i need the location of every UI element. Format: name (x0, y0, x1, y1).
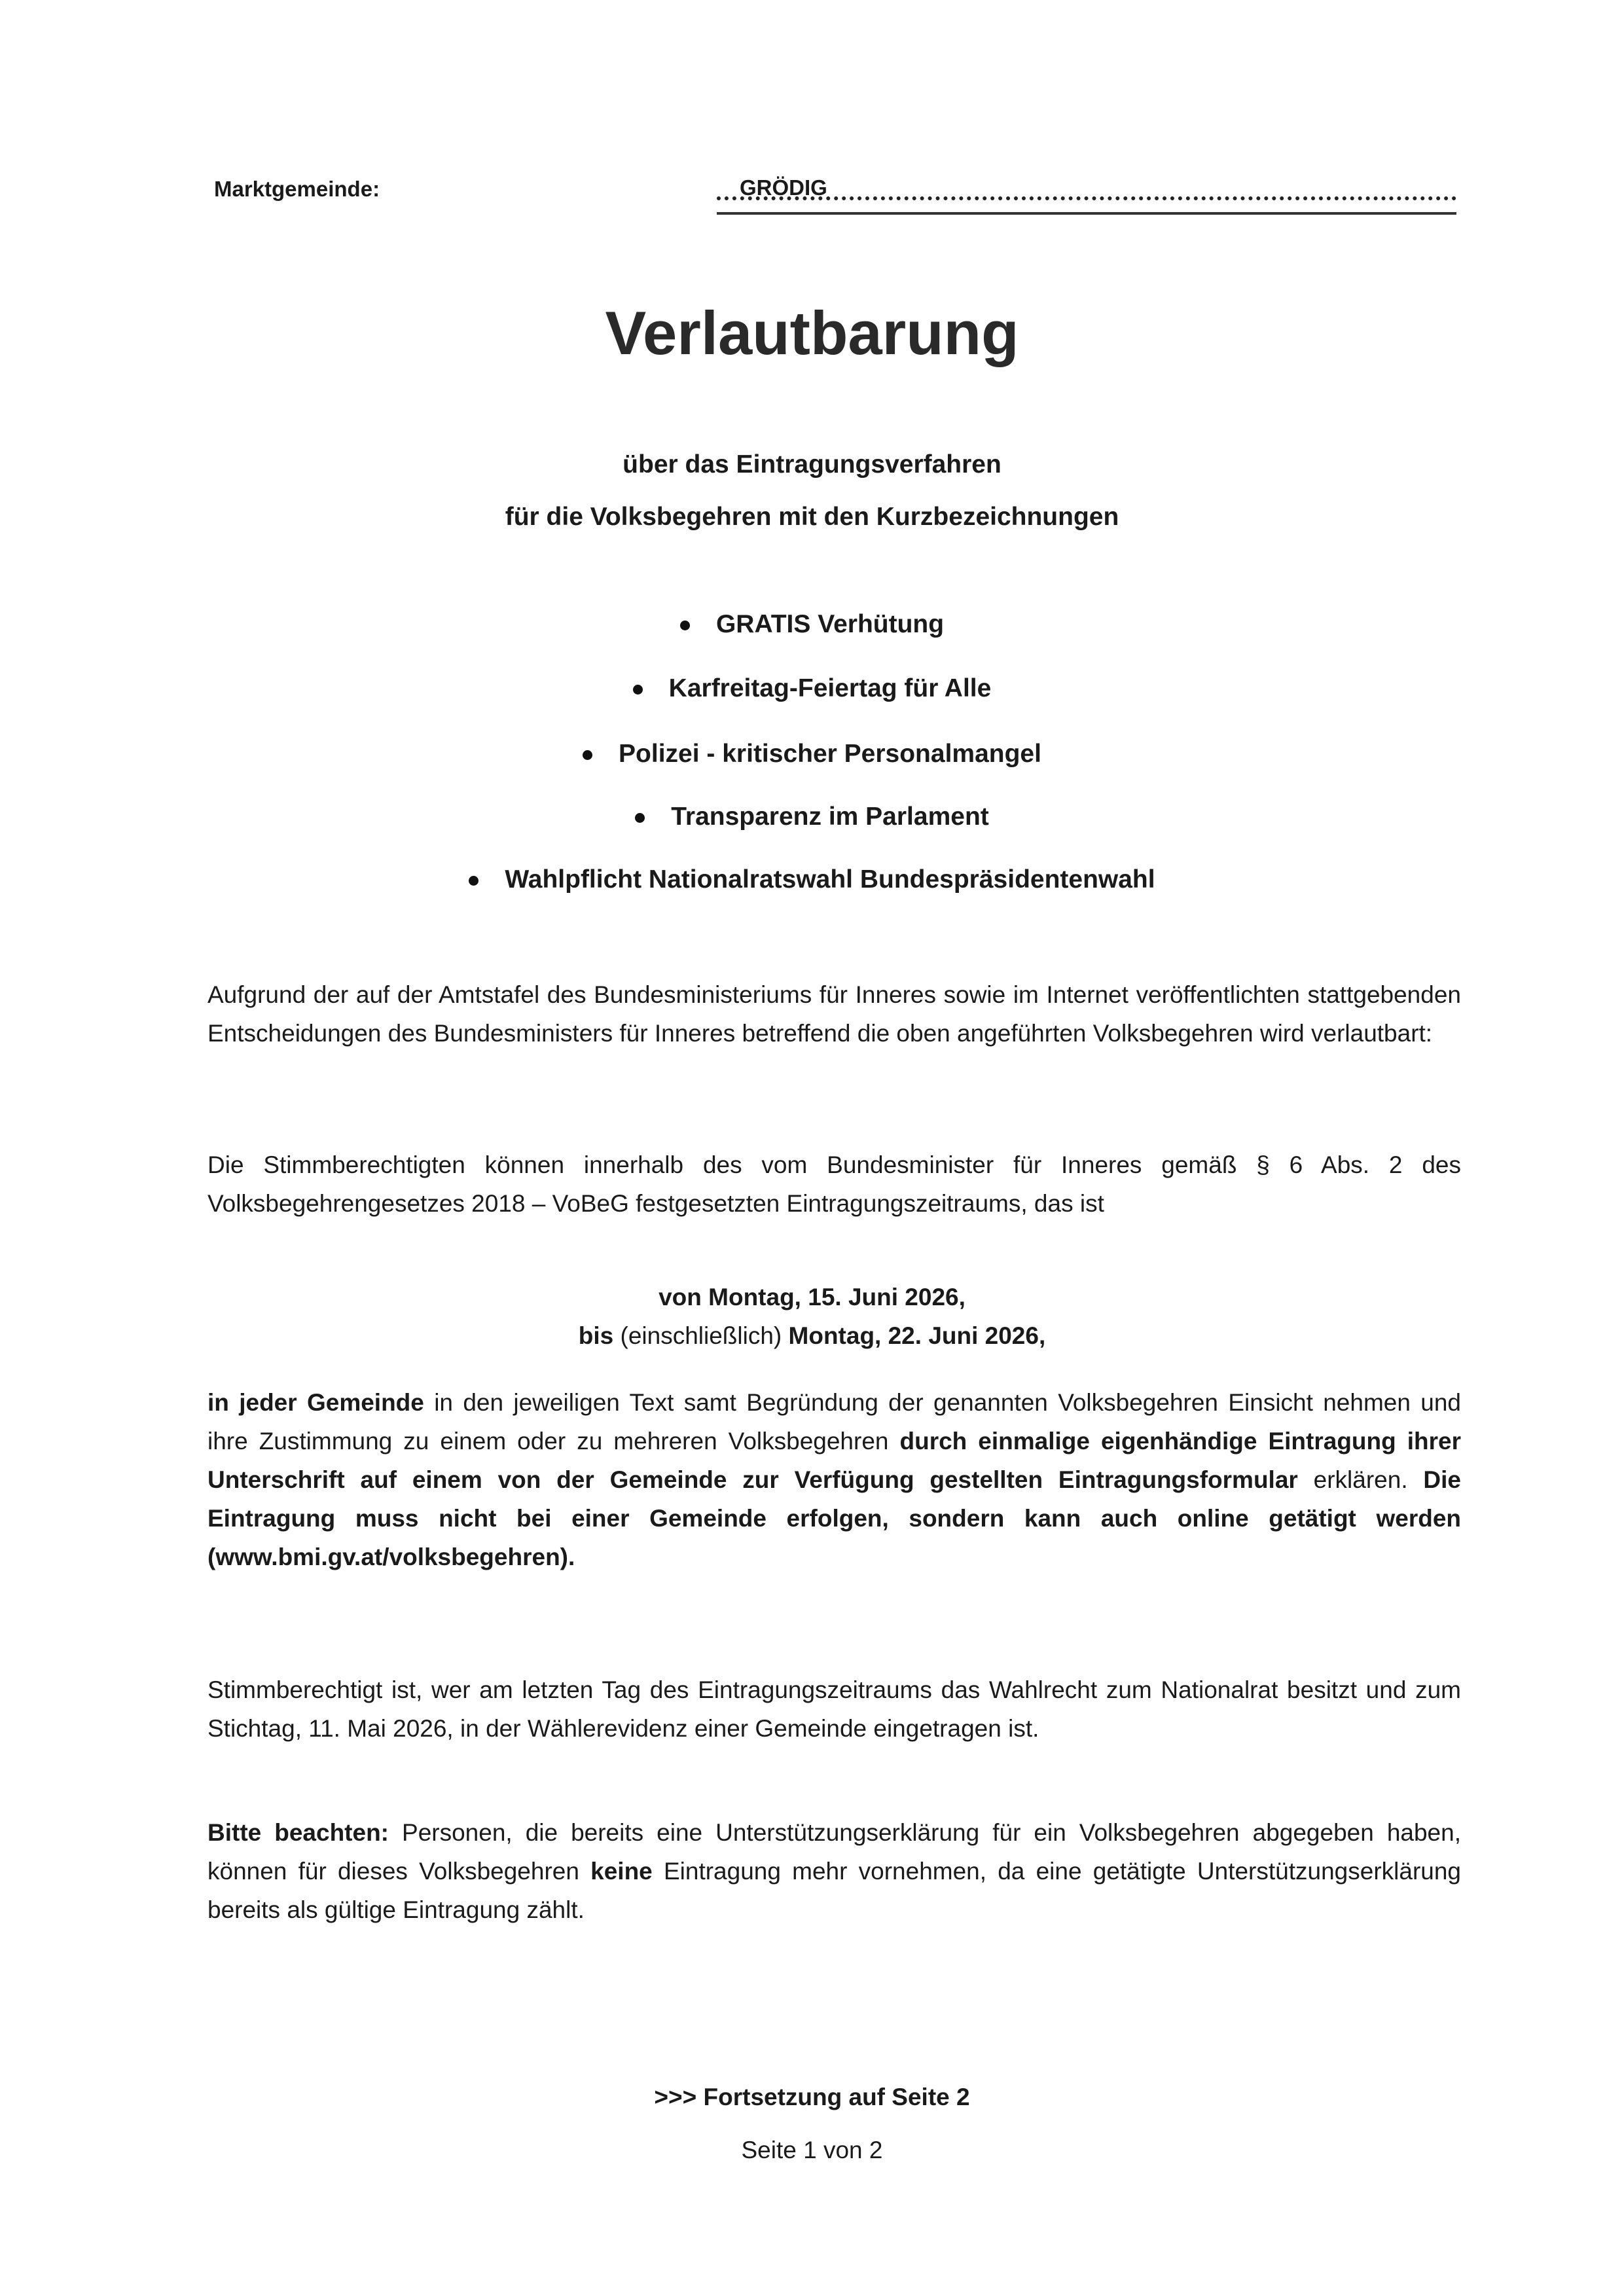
volksbegehren-label: Wahlpflicht Nationalratswahl Bundespräsidentenwahl (505, 865, 1155, 894)
bullet-icon (680, 621, 690, 630)
period-to-prefix: bis (578, 1322, 614, 1349)
municipality-field (717, 169, 1456, 221)
volksbegehren-item (0, 674, 1624, 703)
period-from: von Montag, 15. Juni 2026, (659, 1284, 965, 1310)
bullet-icon (635, 813, 645, 823)
period-to-date: Montag, 22. Juni 2026, (788, 1322, 1046, 1349)
volksbegehren-label: Polizei - kritischer Personalmangel (619, 740, 1041, 768)
continuation-note: >>> Fortsetzung auf Seite 2 (654, 2084, 970, 2110)
paragraph-notice (208, 1813, 1461, 1929)
text-bold: in jeder Gemeinde (208, 1389, 424, 1416)
period-to-note: (einschließlich) (620, 1322, 782, 1349)
subtitle-line-1: über das Eintragungsverfahren (623, 450, 1001, 479)
text: Personen, die bereits eine Unterstützungserklärung für ein Volksbegehren abgegeben haben, können für dieses Volksbegehren (208, 1819, 1461, 1885)
page-number: Seite 1 von 2 (741, 2137, 883, 2163)
text-bold: Die Eintragung muss nicht bei einer Gemeinde erfolgen, sondern kann auch online getätigt werden (www.bmi.gv.at/volksbegehren). (208, 1466, 1461, 1570)
volksbegehren-item (0, 610, 1624, 639)
bullet-icon (469, 876, 478, 886)
paragraph-registration (208, 1383, 1461, 1576)
dotted-fill-line (717, 196, 1456, 200)
volksbegehren-item (0, 865, 1624, 894)
volksbegehren-item (0, 803, 1624, 831)
volksbegehren-label: GRATIS Verhütung (715, 610, 945, 638)
bullet-icon (583, 750, 592, 760)
document-title: Verlautbarung (605, 298, 1019, 367)
text: erklären. (1297, 1466, 1424, 1493)
header-rule (717, 212, 1456, 215)
subtitle-line-2: für die Volksbegehren mit den Kurzbezeichnungen (505, 503, 1119, 531)
paragraph-announcement: Aufgrund der auf der Amtstafel des Bundesministeriums für Inneres sowie im Internet veröffentlichten stattgebenden Entscheidungen des Bundesministers für Inneres betreffend die oben angeführten Volksbegehren wird verlautbart: (208, 981, 1461, 1047)
period-to (0, 1316, 1624, 1355)
municipality-value: GRÖDIG (740, 175, 827, 200)
volksbegehren-item (0, 740, 1624, 768)
volksbegehren-label: Karfreitag-Feiertag für Alle (668, 674, 992, 702)
text: Eintragung mehr vornehmen, da eine getätigte Unterstützungserklärung bereits als gültige Eintragung zählt. (208, 1858, 1461, 1923)
municipality-label: Marktgemeinde: (214, 177, 380, 201)
text-bold: durch einmalige eigenhändige Eintragung ihrer Unterschrift auf einem von der Gemeinde zur Verfügung gestellten Eintragungsformular (208, 1428, 1461, 1493)
text: in den jeweiligen Text samt Begründung der genannten Volksbegehren Einsicht nehmen und ihre Zustimmung zu einem oder zu mehreren Volksbegehren (208, 1389, 1461, 1455)
volksbegehren-label: Transparenz im Parlament (671, 803, 989, 831)
text-bold: keine (590, 1858, 653, 1885)
text-bold: Bitte beachten: (208, 1819, 389, 1846)
bullet-icon (633, 685, 643, 695)
paragraph-eligibility: Stimmberechtigt ist, wer am letzten Tag des Eintragungszeitraums das Wahlrecht zum Nationalrat besitzt und zum Stichtag, 11. Mai 2026, in der Wählerevidenz einer Gemeinde eingetragen ist. (208, 1676, 1461, 1742)
paragraph-entitled: Die Stimmberechtigten können innerhalb des vom Bundesminister für Inneres gemäß § 6 Abs. 2 des Volksbegehrengesetzes 2018 – VoBeG festgesetzten Eintragungszeitraums, das ist (208, 1151, 1461, 1217)
